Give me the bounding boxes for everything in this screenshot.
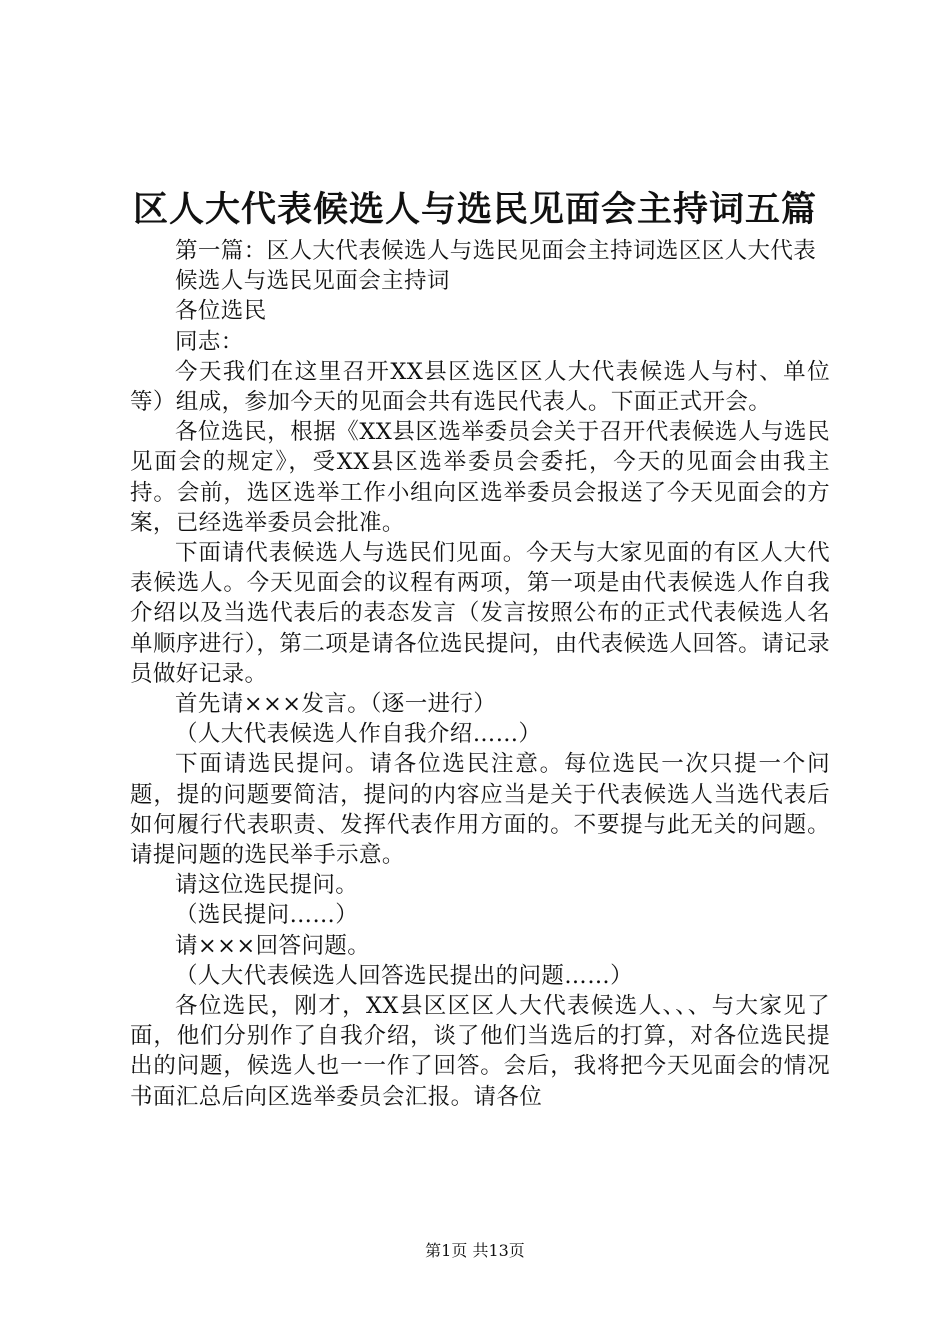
paragraph: （选民提问……）: [175, 902, 359, 929]
paragraph: 下面请代表候选人与选民们见面。今天与大家见面的有区人大代表候选人。今天见面会的议程有两项，第一项是由代表候选人作自我介绍以及当选代表后的表态发言（发言按照公布的正式代表候选人名单顺序进行），第二项是请各位选民提问，由代表候选人回答。请记录员做好记录。: [130, 540, 830, 687]
paragraph: 下面请选民提问。请各位选民注意。每位选民一次只提一个问题，提的问题要简洁，提问的内容应当是关于代表候选人当选代表后如何履行代表职责、发挥代表作用方面的。不要提与此无关的问题。请提问题的选民举手示意。: [130, 751, 830, 869]
paragraph: 各位选民，刚才，XX县区区区人大代表候选人、、、与大家见了面，他们分别作了自我介绍，谈了他们当选后的打算，对各位选民提出的问题，候选人也一一作了回答。会后，我将把今天见面会的情况书面汇总后向区选举委员会汇报。请各位: [130, 993, 830, 1110]
document-title: 区人大代表候选人与选民见面会主持词五篇: [132, 189, 817, 230]
paragraph: 请×××回答问题。: [175, 932, 371, 959]
paragraph: 请这位选民提问。: [175, 872, 359, 899]
paragraph: 各位选民，根据《XX县区选举委员会关于召开代表候选人与选民见面会的规定》，受XX县区选举委员会委托，今天的见面会由我主持。会前，选区选举工作小组向区选举委员会报送了今天见面会的方案，已经选举委员会批准。: [130, 419, 830, 536]
paragraph: （人大代表候选人回答选民提出的问题……）: [175, 962, 634, 989]
paragraph-subheading: 候选人与选民见面会主持词: [175, 268, 450, 295]
page-footer: 第1页 共13页: [425, 1241, 525, 1260]
document-body: [130, 236, 830, 1112]
paragraph-salutation-2: 同志：: [175, 328, 244, 355]
paragraph-salutation: 各位选民: [175, 298, 267, 325]
paragraph: （人大代表候选人作自我介绍……）: [175, 721, 542, 748]
paragraph: 首先请×××发言。（逐一进行）: [175, 691, 497, 718]
paragraph-heading: 第一篇：区人大代表候选人与选民见面会主持词选区区人大代表: [175, 238, 817, 264]
paragraph: 今天我们在这里召开XX县区选区区人大代表候选人与村、单位等）组成，参加今天的见面会共有选民代表人。下面正式开会。: [130, 358, 830, 416]
